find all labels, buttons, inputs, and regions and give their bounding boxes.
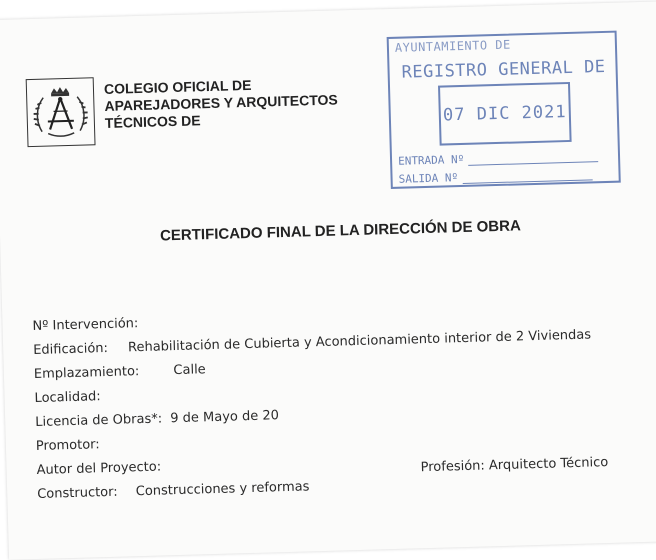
stamp-date-box [438, 82, 572, 146]
org-line-2: APAREJADORES Y ARQUITECTOS [104, 91, 338, 114]
field-label: Nº Intervención: [32, 316, 139, 335]
compass-square-emblem-icon [26, 77, 96, 147]
stamp-salida-row [398, 167, 592, 185]
certificate-page [0, 1, 656, 560]
project-fields [32, 303, 609, 511]
stamp-ayuntamiento: AYUNTAMIENTO DE [394, 37, 511, 55]
stamp-entrada-row [398, 149, 599, 168]
stamp-salida-label: SALIDA Nº [398, 171, 459, 186]
field-label: Licencia de Obras*: [35, 411, 163, 431]
field-value: Arquitecto Técnico [488, 455, 609, 474]
org-line-3: TÉCNICOS DE [104, 112, 201, 131]
stamp-entrada-line [468, 151, 598, 166]
field-value: Rehabilitación de Cubierta y Acondicionamiento interior de 2 Viviendas [127, 327, 592, 356]
stamp-entrada-label: ENTRADA Nº [397, 152, 465, 168]
org-line-1: COLEGIO OFICIAL DE [103, 76, 252, 97]
field-label: Autor del Proyecto: [36, 459, 162, 478]
field-label: Edificación: [33, 340, 109, 359]
field-label: Constructor: [37, 484, 118, 502]
field-label: Profesión: [420, 458, 486, 476]
field-value: 9 de Mayo de 20 [170, 408, 280, 427]
document-title: CERTIFICADO FINAL DE LA DIRECCIÓN DE OBRA [159, 217, 522, 245]
field-label: Emplazamiento: [33, 364, 140, 383]
organization-name [104, 74, 339, 131]
field-label: Promotor: [35, 437, 100, 454]
registry-stamp [387, 31, 621, 189]
stamp-date: 07 DIC 2021 [442, 102, 567, 126]
field-value: Calle [173, 362, 206, 379]
field-label: Localidad: [34, 389, 101, 407]
stamp-salida-line [462, 169, 592, 184]
field-value: Construcciones y reformas [135, 479, 310, 500]
stamp-registro: REGISTRO GENERAL DE [401, 56, 606, 83]
